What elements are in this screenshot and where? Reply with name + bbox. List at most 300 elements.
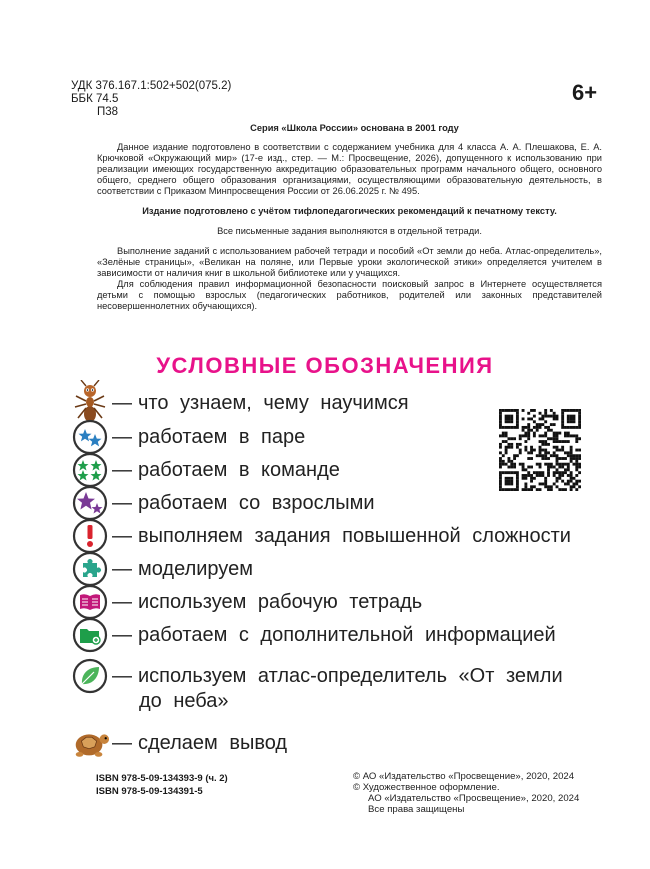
qr-module xyxy=(550,423,553,426)
qr-module xyxy=(553,446,556,449)
qr-module xyxy=(533,477,536,480)
qr-module xyxy=(530,480,533,483)
qr-module xyxy=(558,449,561,452)
qr-module xyxy=(558,463,561,466)
qr-module xyxy=(539,446,542,449)
qr-module xyxy=(544,477,547,480)
qr-module xyxy=(499,457,502,460)
qr-module xyxy=(578,412,581,415)
legend-label: работаем в команде xyxy=(138,458,340,481)
qr-module xyxy=(502,460,505,463)
qr-module xyxy=(561,440,564,443)
qr-module xyxy=(507,480,510,483)
qr-module xyxy=(578,463,581,466)
isbn-line: ISBN 978-5-09-134393-9 (ч. 2) xyxy=(96,773,228,784)
legend-item xyxy=(70,726,287,760)
qr-module xyxy=(510,446,513,449)
qr-module xyxy=(547,415,550,418)
qr-module xyxy=(564,488,567,491)
qr-module xyxy=(578,449,581,452)
legend-item xyxy=(70,659,563,693)
copyright-line: АО «Издательство «Просвещение», 2020, 2024 xyxy=(368,793,580,804)
legend-label: моделируем xyxy=(138,557,253,580)
qr-module xyxy=(507,417,510,420)
qr-module xyxy=(530,477,533,480)
qr-module xyxy=(570,446,573,449)
qr-module xyxy=(524,477,527,480)
qr-module xyxy=(499,423,502,426)
isbn-block xyxy=(96,772,228,798)
qr-module xyxy=(505,420,508,423)
bbk-code: ББК 74.5 xyxy=(71,93,119,105)
qr-module xyxy=(573,434,576,437)
qr-module xyxy=(524,485,527,488)
qr-module xyxy=(575,463,578,466)
copyright-line: © Художественное оформление. xyxy=(353,782,500,793)
imprint-paragraph-3: Для соблюдения правил информационной безопасности поисковый запрос в Интернете осуществляется детьми с помощью взрослых (педагогических работников, родителей или законных представителей несовершеннолетних обучающихся). xyxy=(97,279,602,311)
imprint-block xyxy=(97,123,602,312)
qr-module xyxy=(505,480,508,483)
qr-module xyxy=(564,457,567,460)
qr-module xyxy=(527,423,530,426)
qr-module xyxy=(507,488,510,491)
qr-module xyxy=(522,463,525,466)
qr-module xyxy=(510,466,513,469)
qr-module xyxy=(502,440,505,443)
qr-module xyxy=(522,468,525,471)
qr-module xyxy=(575,437,578,440)
qr-module xyxy=(513,437,516,440)
qr-module xyxy=(507,466,510,469)
qr-module xyxy=(499,480,502,483)
qr-module xyxy=(556,485,559,488)
qr-module xyxy=(541,415,544,418)
qr-module xyxy=(550,488,553,491)
qr-module xyxy=(539,474,542,477)
qr-module xyxy=(570,474,573,477)
legend-label: сделаем вывод xyxy=(138,731,288,754)
qr-module xyxy=(547,457,550,460)
qr-code xyxy=(499,409,581,491)
qr-module xyxy=(507,420,510,423)
qr-module xyxy=(536,474,539,477)
qr-module xyxy=(553,474,556,477)
qr-module xyxy=(561,463,564,466)
dash: — xyxy=(112,731,132,754)
qr-module xyxy=(553,437,556,440)
qr-module xyxy=(507,460,510,463)
qr-module xyxy=(505,471,508,474)
qr-module xyxy=(567,415,570,418)
qr-module xyxy=(530,449,533,452)
qr-module xyxy=(547,426,550,429)
qr-module xyxy=(553,415,556,418)
qr-module xyxy=(505,451,508,454)
qr-module xyxy=(513,457,516,460)
qr-module xyxy=(575,409,578,412)
qr-module xyxy=(522,409,525,412)
qr-module xyxy=(499,412,502,415)
turtle-icon xyxy=(70,723,110,763)
qr-module xyxy=(524,446,527,449)
qr-module xyxy=(556,432,559,435)
qr-module xyxy=(544,415,547,418)
qr-module xyxy=(527,432,530,435)
qr-module xyxy=(573,426,576,429)
dash: — xyxy=(112,491,132,514)
qr-module xyxy=(539,483,542,486)
qr-module xyxy=(533,485,536,488)
qr-module xyxy=(558,477,561,480)
qr-module xyxy=(519,463,522,466)
qr-module xyxy=(502,463,505,466)
qr-module xyxy=(527,474,530,477)
qr-module xyxy=(578,485,581,488)
qr-module xyxy=(556,415,559,418)
series-line: Серия «Школа России» основана в 2001 году xyxy=(250,123,459,133)
legend-item xyxy=(70,519,571,553)
qr-module xyxy=(507,426,510,429)
qr-module xyxy=(530,485,533,488)
qr-module xyxy=(564,426,567,429)
qr-module xyxy=(499,471,502,474)
qr-module xyxy=(539,454,542,457)
qr-module xyxy=(541,471,544,474)
qr-module xyxy=(544,451,547,454)
legend-item xyxy=(70,585,422,619)
qr-module xyxy=(510,460,513,463)
qr-module xyxy=(499,466,502,469)
qr-module xyxy=(550,463,553,466)
qr-module xyxy=(575,426,578,429)
qr-module xyxy=(507,443,510,446)
qr-module xyxy=(499,451,502,454)
qr-module xyxy=(564,471,567,474)
qr-module xyxy=(507,415,510,418)
isbn-line: ISBN 978-5-09-134391-5 xyxy=(96,786,203,797)
qr-module xyxy=(524,434,527,437)
legend-label: работаем со взрослыми xyxy=(138,491,375,514)
qr-module xyxy=(556,446,559,449)
qr-module xyxy=(570,454,573,457)
qr-module xyxy=(516,471,519,474)
qr-module xyxy=(558,440,561,443)
qr-module xyxy=(567,440,570,443)
qr-module xyxy=(505,432,508,435)
qr-module xyxy=(505,415,508,418)
qr-module xyxy=(553,466,556,469)
qr-module xyxy=(510,426,513,429)
dash: — xyxy=(112,425,132,448)
qr-module xyxy=(570,485,573,488)
qr-module xyxy=(544,434,547,437)
qr-module xyxy=(558,471,561,474)
qr-module xyxy=(539,440,542,443)
written-tasks-note: Все письменные задания выполняются в отдельной тетради. xyxy=(217,226,482,236)
qr-module xyxy=(567,454,570,457)
qr-module xyxy=(556,437,559,440)
qr-module xyxy=(561,480,564,483)
qr-module xyxy=(527,451,530,454)
qr-module xyxy=(499,426,502,429)
qr-module xyxy=(573,415,576,418)
qr-module xyxy=(513,471,516,474)
qr-module xyxy=(564,440,567,443)
qr-module xyxy=(556,463,559,466)
qr-module xyxy=(553,440,556,443)
qr-module xyxy=(544,412,547,415)
qr-module xyxy=(561,420,564,423)
qr-module xyxy=(575,457,578,460)
qr-module xyxy=(556,471,559,474)
qr-module xyxy=(561,466,564,469)
qr-module xyxy=(564,463,567,466)
qr-module xyxy=(522,474,525,477)
qr-module xyxy=(553,412,556,415)
qr-module xyxy=(570,426,573,429)
legend-label: выполняем задания повышенной сложности xyxy=(138,524,571,547)
qr-module xyxy=(578,466,581,469)
qr-module xyxy=(553,451,556,454)
qr-module xyxy=(513,463,516,466)
qr-module xyxy=(561,415,564,418)
qr-module xyxy=(513,466,516,469)
qr-module xyxy=(578,454,581,457)
qr-module xyxy=(541,443,544,446)
qr-module xyxy=(527,457,530,460)
qr-module xyxy=(561,457,564,460)
qr-module xyxy=(516,474,519,477)
qr-module xyxy=(570,409,573,412)
qr-module xyxy=(547,471,550,474)
qr-module xyxy=(570,460,573,463)
qr-module xyxy=(558,432,561,435)
qr-module xyxy=(556,440,559,443)
qr-module xyxy=(541,417,544,420)
qr-module xyxy=(533,432,536,435)
qr-module xyxy=(541,440,544,443)
qr-module xyxy=(556,454,559,457)
qr-module xyxy=(536,488,539,491)
legend-label: работаем с дополнительной информацией xyxy=(138,623,556,646)
qr-module xyxy=(570,451,573,454)
qr-module xyxy=(575,449,578,452)
legend-item xyxy=(70,486,375,520)
qr-module xyxy=(570,457,573,460)
qr-module xyxy=(527,434,530,437)
qr-module xyxy=(553,454,556,457)
qr-module xyxy=(556,434,559,437)
qr-module xyxy=(502,432,505,435)
qr-module xyxy=(516,488,519,491)
qr-module xyxy=(502,488,505,491)
qr-module xyxy=(561,449,564,452)
dash: — xyxy=(112,391,132,414)
qr-module xyxy=(499,488,502,491)
qr-module xyxy=(558,474,561,477)
qr-module xyxy=(499,460,502,463)
qr-module xyxy=(573,457,576,460)
qr-module xyxy=(564,434,567,437)
qr-module xyxy=(524,449,527,452)
qr-module xyxy=(573,454,576,457)
qr-module xyxy=(544,457,547,460)
qr-module xyxy=(505,409,508,412)
qr-module xyxy=(550,485,553,488)
qr-module xyxy=(510,488,513,491)
qr-module xyxy=(541,454,544,457)
qr-module xyxy=(510,409,513,412)
qr-module xyxy=(558,457,561,460)
qr-module xyxy=(533,409,536,412)
qr-module xyxy=(547,443,550,446)
qr-module xyxy=(556,457,559,460)
qr-module xyxy=(527,426,530,429)
qr-module xyxy=(539,426,542,429)
qr-module xyxy=(567,409,570,412)
qr-module xyxy=(578,409,581,412)
qr-module xyxy=(522,477,525,480)
qr-module xyxy=(570,488,573,491)
qr-module xyxy=(573,420,576,423)
qr-module xyxy=(547,429,550,432)
qr-module xyxy=(570,480,573,483)
qr-module xyxy=(536,471,539,474)
qr-module xyxy=(578,420,581,423)
qr-module xyxy=(547,468,550,471)
udk-code: УДК 376.167.1:502+502(075.2) xyxy=(71,80,232,92)
qr-module xyxy=(564,432,567,435)
qr-module xyxy=(516,415,519,418)
qr-module xyxy=(510,477,513,480)
qr-module xyxy=(541,449,544,452)
qr-module xyxy=(510,417,513,420)
qr-module xyxy=(516,446,519,449)
qr-module xyxy=(544,449,547,452)
qr-module xyxy=(547,451,550,454)
qr-module xyxy=(499,477,502,480)
qr-module xyxy=(499,483,502,486)
qr-module xyxy=(561,488,564,491)
qr-module xyxy=(544,485,547,488)
qr-module xyxy=(499,415,502,418)
qr-module xyxy=(567,434,570,437)
qr-module xyxy=(505,483,508,486)
qr-module xyxy=(524,474,527,477)
qr-module xyxy=(575,434,578,437)
dash: — xyxy=(112,590,132,613)
dash: — xyxy=(112,524,132,547)
qr-module xyxy=(533,449,536,452)
qr-module xyxy=(499,463,502,466)
qr-module xyxy=(567,480,570,483)
qr-module xyxy=(541,457,544,460)
qr-module xyxy=(533,426,536,429)
legend-item xyxy=(70,420,305,454)
qr-module xyxy=(553,483,556,486)
qr-module xyxy=(499,443,502,446)
qr-module xyxy=(507,437,510,440)
qr-module xyxy=(573,463,576,466)
qr-module xyxy=(519,443,522,446)
qr-module xyxy=(541,483,544,486)
qr-module xyxy=(578,423,581,426)
folder-icon xyxy=(70,615,110,655)
qr-module xyxy=(536,454,539,457)
qr-module xyxy=(558,488,561,491)
legend-label-continuation: до неба» xyxy=(139,690,229,712)
qr-module xyxy=(507,457,510,460)
qr-module xyxy=(505,434,508,437)
qr-module xyxy=(513,426,516,429)
qr-module xyxy=(561,417,564,420)
qr-module xyxy=(575,468,578,471)
qr-module xyxy=(507,409,510,412)
qr-module xyxy=(547,437,550,440)
qr-module xyxy=(547,488,550,491)
qr-module xyxy=(558,466,561,469)
qr-module xyxy=(522,434,525,437)
qr-module xyxy=(527,417,530,420)
qr-module xyxy=(567,466,570,469)
qr-module xyxy=(536,423,539,426)
qr-module xyxy=(530,417,533,420)
qr-module xyxy=(575,480,578,483)
qr-module xyxy=(505,440,508,443)
qr-module xyxy=(570,417,573,420)
qr-module xyxy=(553,434,556,437)
qr-module xyxy=(505,449,508,452)
qr-module xyxy=(510,443,513,446)
leaf-icon xyxy=(70,656,110,696)
qr-module xyxy=(570,477,573,480)
qr-module xyxy=(524,432,527,435)
qr-module xyxy=(550,415,553,418)
qr-module xyxy=(550,466,553,469)
qr-module xyxy=(573,477,576,480)
qr-module xyxy=(524,440,527,443)
qr-module xyxy=(505,488,508,491)
qr-module xyxy=(502,426,505,429)
qr-module xyxy=(544,454,547,457)
qr-module xyxy=(505,426,508,429)
qr-module xyxy=(544,426,547,429)
qr-module xyxy=(519,437,522,440)
qr-module xyxy=(570,449,573,452)
qr-module xyxy=(530,474,533,477)
qr-module xyxy=(510,437,513,440)
qr-module xyxy=(510,483,513,486)
qr-module xyxy=(527,412,530,415)
legend-item xyxy=(70,386,409,420)
qr-module xyxy=(533,471,536,474)
qr-module xyxy=(530,488,533,491)
qr-module xyxy=(516,417,519,420)
qr-module xyxy=(575,440,578,443)
qr-module xyxy=(539,434,542,437)
qr-module xyxy=(516,412,519,415)
qr-module xyxy=(561,426,564,429)
qr-module xyxy=(530,451,533,454)
qr-module xyxy=(561,471,564,474)
qr-module xyxy=(505,463,508,466)
qr-module xyxy=(533,415,536,418)
qr-module xyxy=(527,488,530,491)
qr-module xyxy=(539,412,542,415)
tiflo-note: Издание подготовлено с учётом тифлопедагогических рекомендаций к печатному тексту. xyxy=(142,206,557,216)
qr-module xyxy=(510,471,513,474)
qr-module xyxy=(507,471,510,474)
